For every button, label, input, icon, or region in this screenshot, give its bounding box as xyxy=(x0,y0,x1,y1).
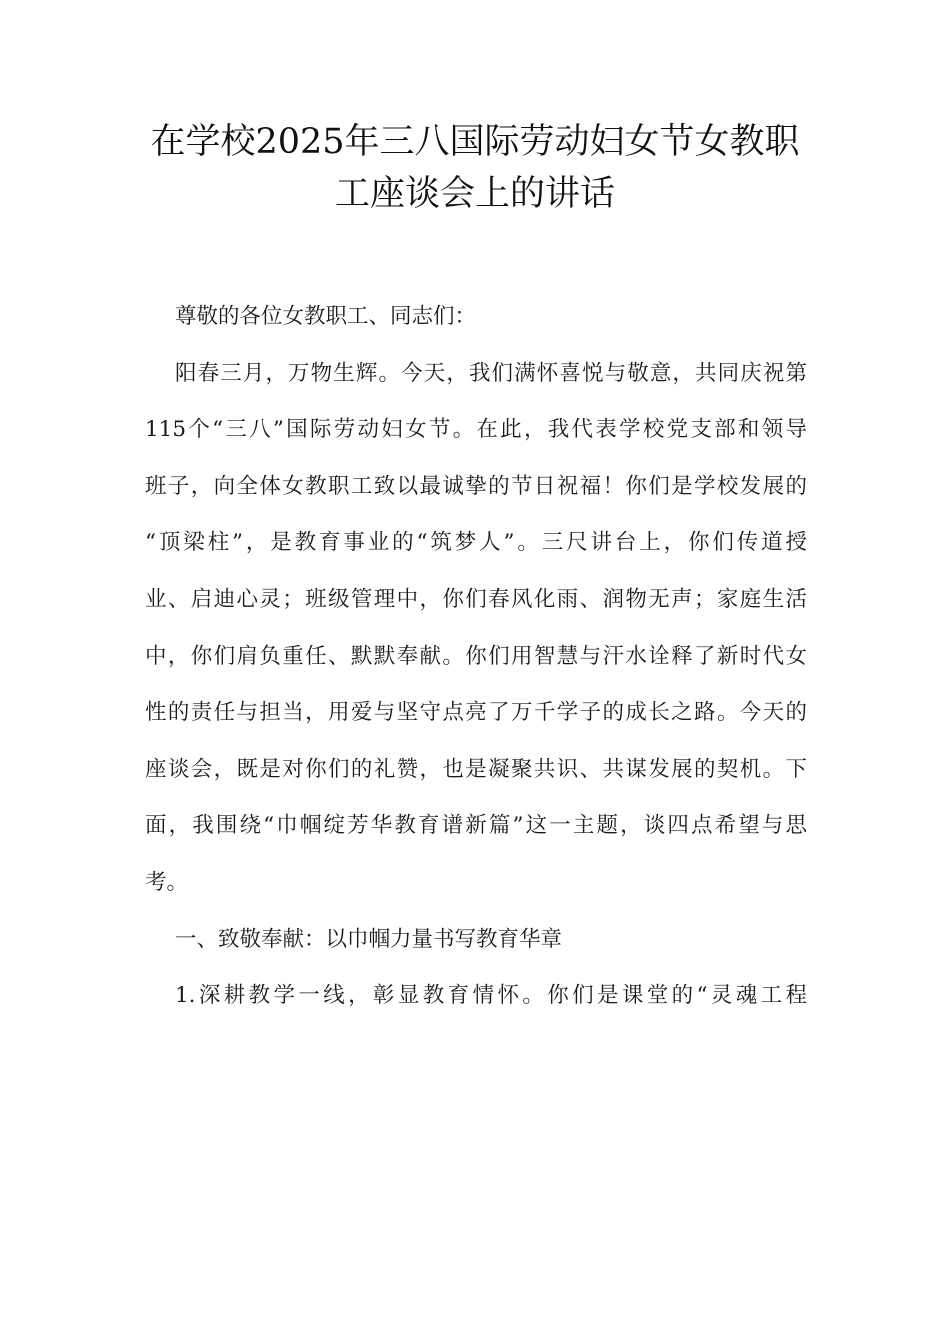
section-heading-1: 一、致敬奉献：以巾帼力量书写教育华章 xyxy=(175,926,563,952)
paragraph-line: 面，我围绕“巾帼绽芳华教育谱新篇”这一主题，谈四点希望与思 xyxy=(145,813,807,839)
title-line-1: 在学校2025年三八国际劳动妇女节女教职 xyxy=(150,122,800,162)
document-title xyxy=(145,116,805,220)
paragraph-line: 中，你们肩负重任、默默奉献。你们用智慧与汗水诠释了新时代女 xyxy=(145,643,807,669)
paragraph-line: 阳春三月，万物生辉。今天，我们满怀喜悦与敬意，共同庆祝第 xyxy=(175,360,807,386)
paragraph-line: 115个“三八”国际劳动妇女节。在此，我代表学校党支部和领导 xyxy=(145,417,807,443)
title-line-2: 工座谈会上的讲话 xyxy=(334,174,615,214)
paragraph-opening xyxy=(145,346,807,912)
paragraph-line: 考。 xyxy=(145,869,189,895)
paragraph-line: 座谈会，既是对你们的礼赞，也是凝聚共识、共谋发展的契机。下 xyxy=(145,756,807,782)
paragraph-line: 业、启迪心灵；班级管理中，你们春风化雨、润物无声；家庭生活 xyxy=(145,586,807,612)
paragraph-line: 性的责任与担当，用爱与坚守点亮了万千学子的成长之路。今天的 xyxy=(145,700,807,726)
salutation: 尊敬的各位女教职工、同志们： xyxy=(175,304,477,329)
document-body xyxy=(145,289,807,1025)
item-1-line: 1.深耕教学一线，彰显教育情怀。你们是课堂的“灵魂工程 xyxy=(175,983,807,1009)
paragraph-line: “顶梁柱”，是教育事业的“筑梦人”。三尺讲台上，你们传道授 xyxy=(145,530,807,556)
paragraph-line: 班子，向全体女教职工致以最诚挚的节日祝福！你们是学校发展的 xyxy=(145,473,807,499)
